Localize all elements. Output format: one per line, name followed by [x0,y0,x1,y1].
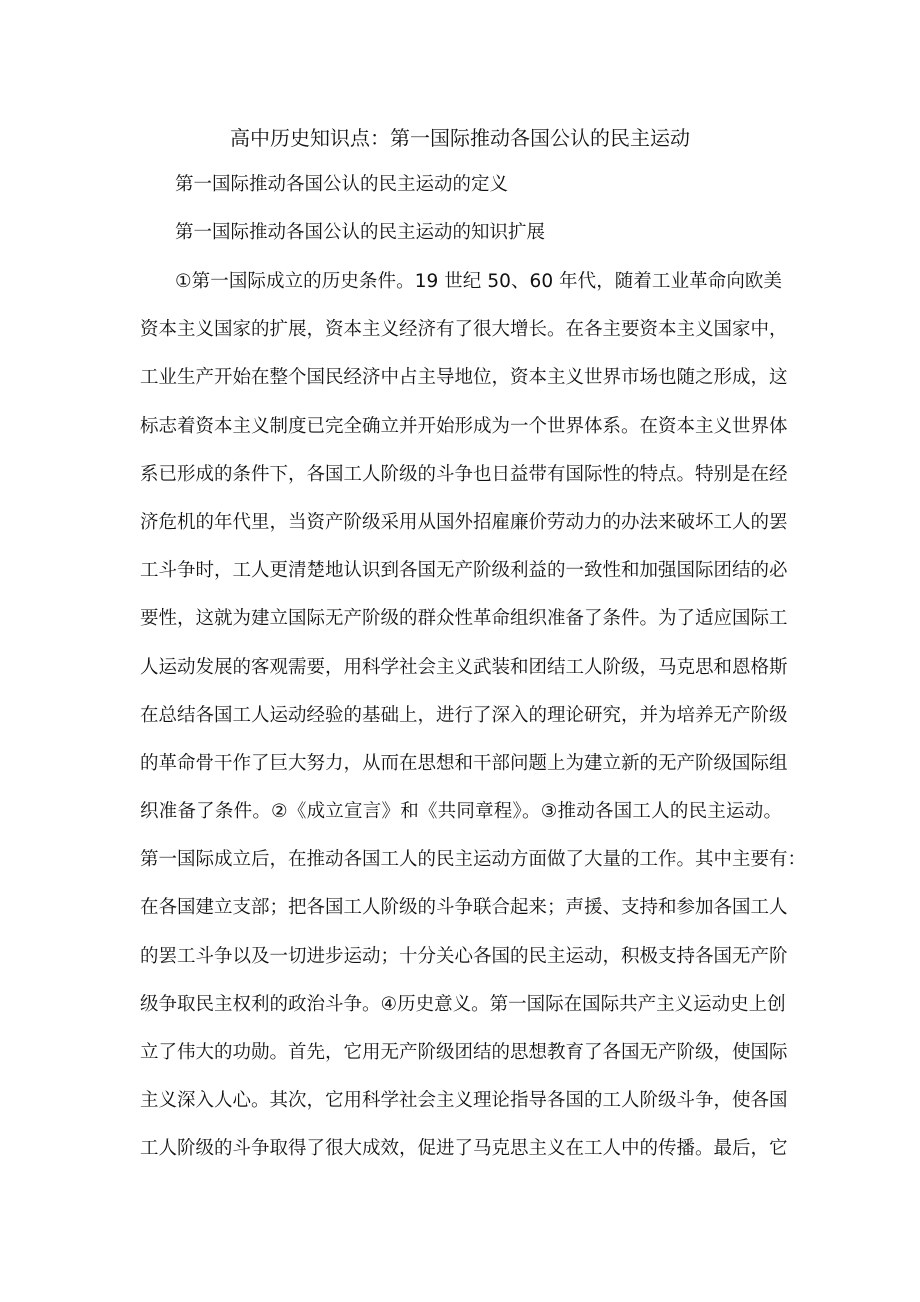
paragraph-line: ①第一国际成立的历史条件。19 世纪 50、60 年代，随着工业革命向欧美 [175,271,782,292]
paragraph-line: 资本主义国家的扩展，资本主义经济有了很大增长。在各主要资本主义国家中， [140,319,788,341]
paragraph-line: 的罢工斗争以及一切进步运动；十分关心各国的民主运动，积极支持各国无产阶 [140,945,788,967]
paragraph-line: 工人阶级的斗争取得了很大成效，促进了马克思主义在工人中的传播。最后，它 [140,1138,788,1160]
paragraph-line: 级争取民主权利的政治斗争。④历史意义。第一国际在国际共产主义运动史上创 [140,993,786,1015]
heading-extension: 第一国际推动各国公认的民主运动的知识扩展 [175,222,546,243]
paragraph-line: 织准备了条件。②《成立宣言》和《共同章程》。③推动各国工人的民主运动。 [140,801,782,823]
paragraph-line: 人运动发展的客观需要，用科学社会主义武装和团结工人阶级，马克思和恩格斯 [140,656,788,678]
paragraph-line: 工业生产开始在整个国民经济中占主导地位，资本主义世界市场也随之形成，这 [140,367,788,389]
paragraph-line: 济危机的年代里，当资产阶级采用从国外招雇廉价劳动力的办法来破坏工人的罢 [140,511,788,533]
paragraph-line: 系已形成的条件下，各国工人阶级的斗争也日益带有国际性的特点。特别是在经 [140,463,788,485]
paragraph-line: 在总结各国工人运动经验的基础上，进行了深入的理论研究，并为培养无产阶级 [140,704,788,726]
paragraph-line: 在各国建立支部；把各国工人阶级的斗争联合起来；声援、支持和参加各国工人 [140,897,788,919]
paragraph-line: 立了伟大的功勋。首先，它用无产阶级团结的思想教育了各国无产阶级，使国际 [140,1042,788,1063]
heading-definition: 第一国际推动各国公认的民主运动的定义 [175,174,509,195]
paragraph-line: 第一国际成立后，在推动各国工人的民主运动方面做了大量的工作。其中主要有： [140,849,807,871]
paragraph-line: 主义深入人心。其次，它用科学社会主义理论指导各国的工人阶级斗争，使各国 [140,1090,788,1112]
body-paragraph [140,268,807,1184]
paragraph-line: 要性，这就为建立国际无产阶级的群众性革命组织准备了条件。为了适应国际工 [140,608,788,630]
document-title: 高中历史知识点：第一国际推动各国公认的民主运动 [230,126,690,150]
paragraph-line: 标志着资本主义制度已完全确立并开始形成为一个世界体系。在资本主义世界体 [140,415,788,437]
paragraph-line: 工斗争时，工人更清楚地认识到各国无产阶级利益的一致性和加强国际团结的必 [140,560,788,582]
paragraph-line: 的革命骨干作了巨大努力，从而在思想和干部问题上为建立新的无产阶级国际组 [140,752,788,774]
